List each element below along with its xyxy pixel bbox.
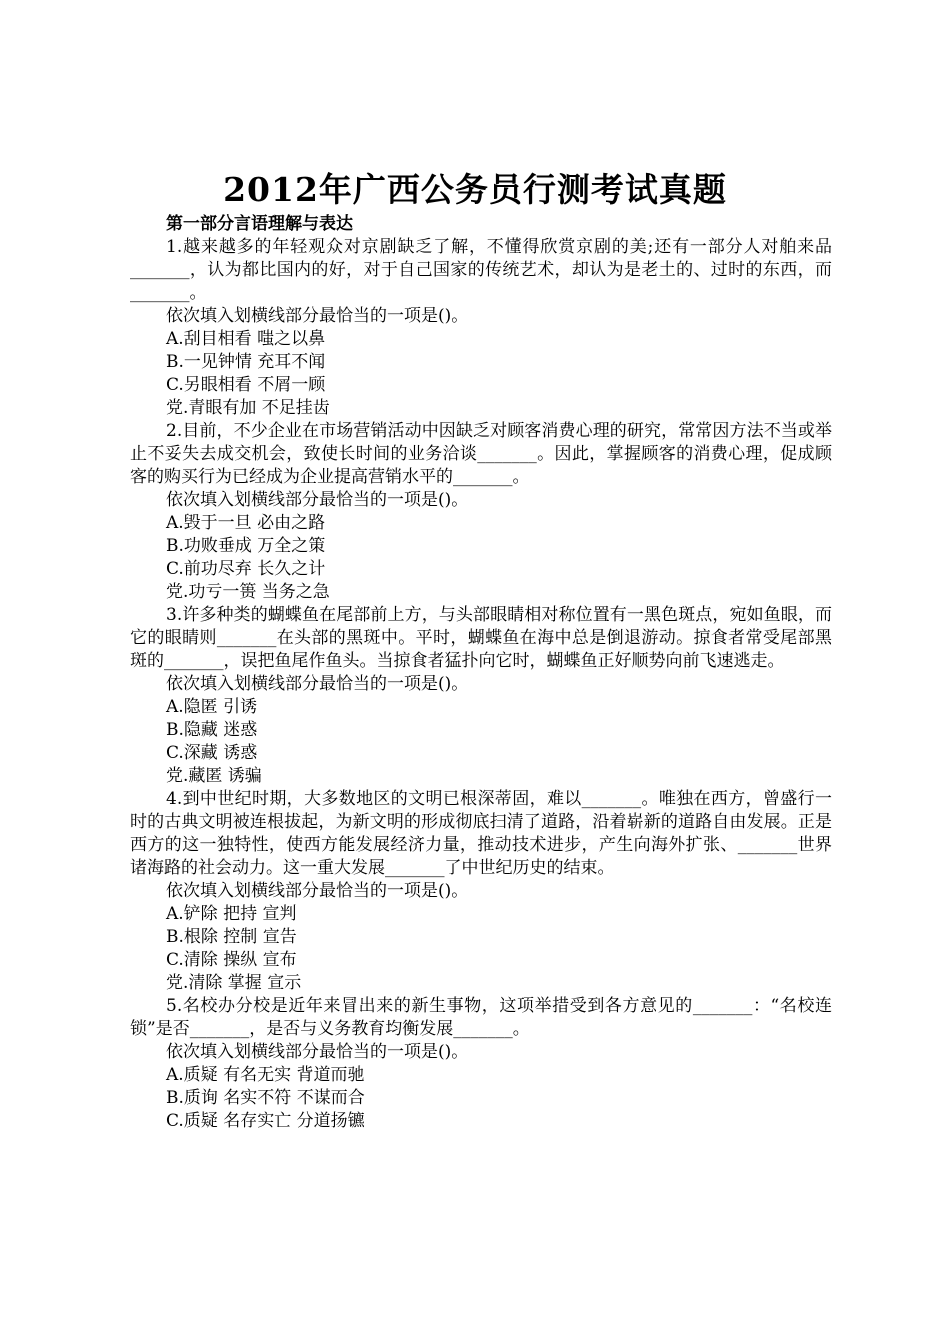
- question-stem: 1.越来越多的年轻观众对京剧缺乏了解，不懂得欣赏京剧的美;还有一部分人对舶来品_______，认为都比国内的好，对于自己国家的传统艺术，却认为是老土的、过时的东西，而_______。: [130, 237, 832, 303]
- option-a: A.隐匿 引诱: [166, 697, 258, 717]
- question-2: [130, 420, 832, 604]
- question-stem: 2.目前，不少企业在市场营销活动中因缺乏对顾客消费心理的研究，常常因方法不当或举止不妥失去成交机会，致使长时间的业务洽谈_______。因此，掌握顾客的消费心理，促成顾客的购买行为已经成为企业提高营销水平的_______。: [130, 421, 832, 487]
- question-stem: 5.名校办分校是近年来冒出来的新生事物，这项举措受到各方意见的_______：“名校连锁”是否_______，是否与义务教育均衡发展_______。: [130, 996, 832, 1039]
- question-4: [130, 788, 832, 995]
- question-prompt: 依次填入划横线部分最恰当的一项是()。: [166, 881, 469, 901]
- question-prompt: 依次填入划横线部分最恰当的一项是()。: [166, 1042, 469, 1062]
- option-a: A.铲除 把持 宣判: [166, 904, 297, 924]
- option-d: 党.功亏一篑 当务之急: [166, 582, 330, 602]
- option-d: 党.青眼有加 不足挂齿: [166, 398, 330, 418]
- option-a: A.刮目相看 嗤之以鼻: [166, 329, 326, 349]
- question-stem: 3.许多种类的蝴蝶鱼在尾部前上方，与头部眼睛相对称位置有一黑色斑点，宛如鱼眼，而它的眼睛则_______在头部的黑斑中。平时，蝴蝶鱼在海中总是倒退游动。掠食者常受尾部黑斑的_______，误把鱼尾作鱼头。当掠食者猛扑向它时，蝴蝶鱼正好顺势向前飞速逃走。: [130, 605, 832, 671]
- option-a: A.毁于一旦 必由之路: [166, 513, 326, 533]
- question-1: [130, 236, 832, 420]
- option-d: 党.藏匿 诱骗: [166, 766, 262, 786]
- question-prompt: 依次填入划横线部分最恰当的一项是()。: [166, 674, 469, 694]
- option-c: C.清除 操纵 宣布: [166, 950, 297, 970]
- option-c: C.质疑 名存实亡 分道扬镳: [166, 1111, 365, 1131]
- option-d: 党.清除 掌握 宣示: [166, 973, 302, 993]
- question-stem: 4.到中世纪时期，大多数地区的文明已根深蒂固，难以_______。唯独在西方，曾盛行一时的古典文明被连根拔起，为新文明的形成彻底扫清了道路，沿着崭新的道路自由发展。正是西方的这一独特性，使西方能发展经济力量，推动技术进步，产生向海外扩张、_______世界诸海路的社会动力。这一重大发展_______了中世纪历史的结束。: [130, 789, 832, 878]
- option-b: B.根除 控制 宣告: [166, 927, 297, 947]
- option-c: C.前功尽弃 长久之计: [166, 559, 326, 579]
- section-heading: 第一部分言语理解与表达: [166, 214, 353, 234]
- document-body: [130, 213, 832, 1133]
- option-b: B.一见钟情 充耳不闻: [166, 352, 326, 372]
- option-b: B.质询 名实不符 不谋而合: [166, 1088, 365, 1108]
- option-b: B.功败垂成 万全之策: [166, 536, 326, 556]
- option-c: C.另眼相看 不屑一顾: [166, 375, 326, 395]
- option-b: B.隐藏 迷惑: [166, 720, 258, 740]
- page-title: 2012年广西公务员行测考试真题: [223, 170, 727, 209]
- question-3: [130, 604, 832, 788]
- question-5: [130, 995, 832, 1133]
- question-prompt: 依次填入划横线部分最恰当的一项是()。: [166, 306, 469, 326]
- option-c: C.深藏 诱惑: [166, 743, 258, 763]
- option-a: A.质疑 有名无实 背道而驰: [166, 1065, 365, 1085]
- question-prompt: 依次填入划横线部分最恰当的一项是()。: [166, 490, 469, 510]
